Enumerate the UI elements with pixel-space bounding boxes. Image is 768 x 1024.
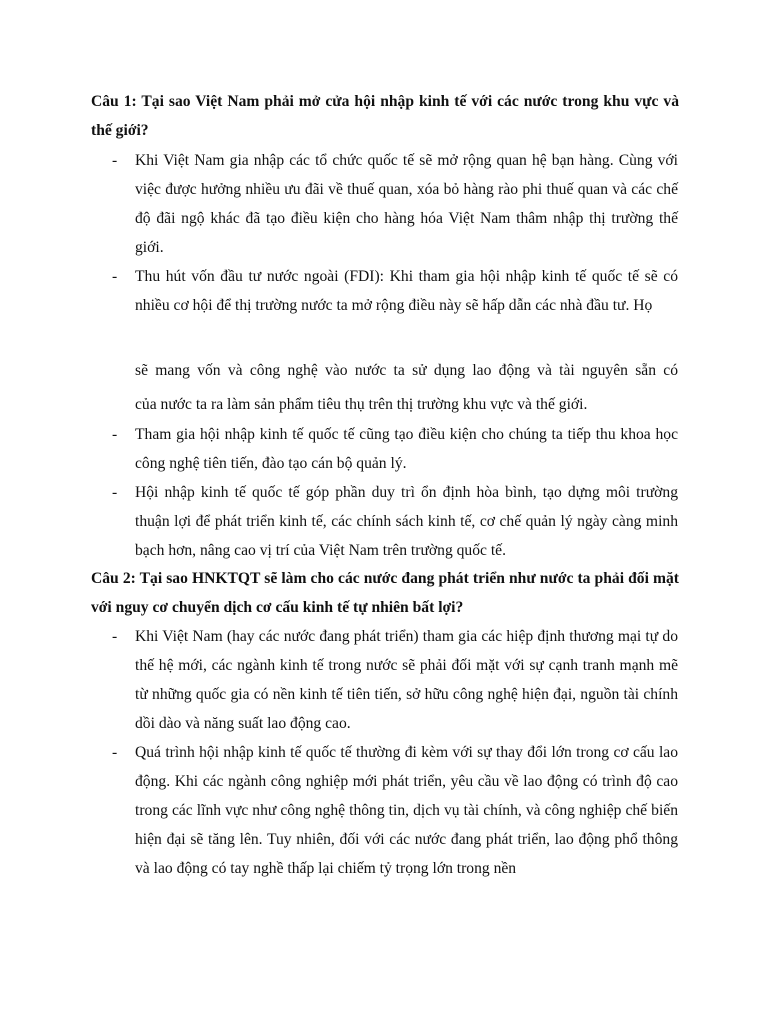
q1-answer-item-2: Thu hút vốn đầu tư nước ngoài (FDI): Khi tham gia hội nhập kinh tế quốc tế sẽ có nhiều cơ hội để thị trường nước ta mở rộng điều này sẽ hấp dẫn các nhà đầu tư. Họ [135, 268, 678, 314]
q1-answer-item-3: Tham gia hội nhập kinh tế quốc tế cũng tạo điều kiện cho chúng ta tiếp thu khoa học công nghệ tiên tiến, đào tạo cán bộ quản lý. [135, 426, 678, 472]
q1-answer-item-4: Hội nhập kinh tế quốc tế góp phần duy trì ổn định hòa bình, tạo dựng môi trường thuận lợi để phát triển kinh tế, các chính sách kinh tế, cơ chế quản lý ngày càng minh bạch hơn, nâng cao vị trí của Việt Nam trên trường quốc tế. [135, 484, 678, 559]
q2-answer-item-1: Khi Việt Nam (hay các nước đang phát triển) tham gia các hiệp định thương mại tự do thế hệ mới, các ngành kinh tế trong nước sẽ phải đối mặt với sự cạnh tranh mạnh mẽ từ những quốc gia có nền kinh tế tiên tiến, sở hữu công nghệ hiện đại, nguồn tài chính dồi dào và năng suất lao động cao. [135, 628, 678, 732]
bullet-dash: - [112, 484, 118, 501]
question-2-title: Câu 2: Tại sao HNKTQT sẽ làm cho các nước đang phát triển như nước ta phải đối mặt với nguy cơ chuyển dịch cơ cấu kinh tế tự nhiên bất lợi? [91, 570, 679, 616]
q1-answer-item-2-continued-line-2: của nước ta ra làm sản phẩm tiêu thụ trên thị trường khu vực và thế giới. [135, 396, 588, 413]
q1-answer-item-1: Khi Việt Nam gia nhập các tổ chức quốc tế sẽ mở rộng quan hệ bạn hàng. Cùng với việc được hưởng nhiều ưu đãi về thuế quan, xóa bỏ hàng rào phi thuế quan và các chế độ đãi ngộ khác đã tạo điều kiện cho hàng hóa Việt Nam thâm nhập thị trường thế giới. [135, 152, 678, 256]
bullet-dash: - [112, 268, 118, 285]
q1-answer-item-2-continued-line-1: sẽ mang vốn và công nghệ vào nước ta sử dụng lao động và tài nguyên sẵn có [135, 362, 678, 379]
bullet-dash: - [112, 744, 118, 761]
bullet-dash: - [112, 152, 118, 169]
question-1-title: Câu 1: Tại sao Việt Nam phải mở cửa hội nhập kinh tế với các nước trong khu vực và thế giới? [91, 93, 679, 139]
bullet-dash: - [112, 426, 118, 443]
bullet-dash: - [112, 628, 118, 645]
q2-answer-item-2: Quá trình hội nhập kinh tế quốc tế thường đi kèm với sự thay đổi lớn trong cơ cấu lao động. Khi các ngành công nghiệp mới phát triển, yêu cầu về lao động có trình độ cao trong các lĩnh vực như công nghệ thông tin, dịch vụ tài chính, và công nghiệp chế biến hiện đại sẽ tăng lên. Tuy nhiên, đối với các nước đang phát triển, lao động phổ thông và lao động có tay nghề thấp lại chiếm tỷ trọng lớn trong nền [135, 744, 678, 877]
